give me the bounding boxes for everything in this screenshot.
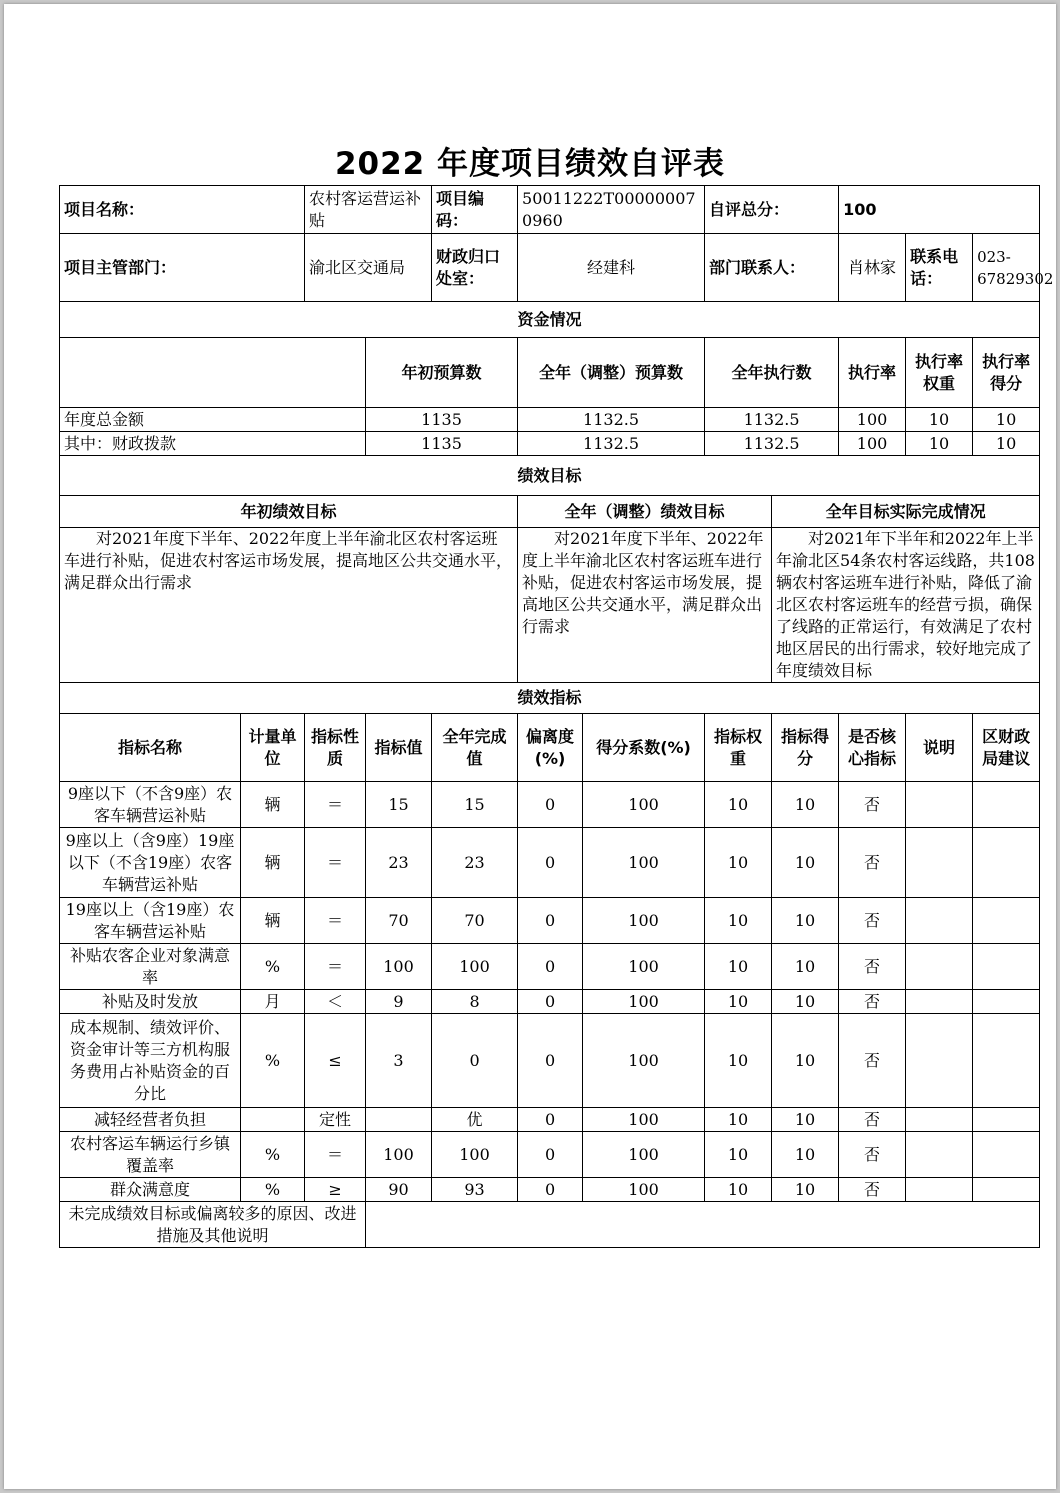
ind-header-weight: 指标权重 xyxy=(705,714,772,782)
indicator-actual-cell: 15 xyxy=(432,782,518,828)
indicator-dev-cell: 0 xyxy=(518,828,583,898)
indicator-actual-cell: 优 xyxy=(432,1108,518,1132)
indicator-unit-cell: % xyxy=(241,1178,305,1202)
indicator-core-cell: 否 xyxy=(839,828,906,898)
indicator-score-cell: 10 xyxy=(772,1108,839,1132)
indicator-nature-cell: ＝ xyxy=(305,1132,366,1178)
indicator-note-cell xyxy=(906,944,973,990)
funds-cell: 10 xyxy=(973,432,1040,456)
finance-label: 财政归口处室： xyxy=(432,234,518,302)
ind-header-score: 指标得分 xyxy=(772,714,839,782)
indicator-unit-cell: 辆 xyxy=(241,898,305,944)
indicator-advice-cell xyxy=(973,1108,1040,1132)
funds-header-score: 执行率得分 xyxy=(973,338,1040,408)
footer-value xyxy=(366,1202,1040,1248)
indicator-actual-cell: 93 xyxy=(432,1178,518,1202)
project-name-value: 农村客运营运补贴 xyxy=(305,186,432,234)
indicator-name-cell: 补贴农客企业对象满意率 xyxy=(60,944,241,990)
indicator-target-cell: 90 xyxy=(366,1178,432,1202)
indicators-section-title: 绩效指标 xyxy=(60,683,1040,714)
indicator-note-cell xyxy=(906,1132,973,1178)
funds-cell: 1132.5 xyxy=(518,408,705,432)
goals-text-initial: 对2021年度下半年、2022年度上半年渝北区农村客运班车进行补贴，促进农村客运市场发展，提高地区公共交通水平，满足群众出行需求 xyxy=(60,528,518,683)
funds-row-label: 其中：财政拨款 xyxy=(60,432,366,456)
indicator-core-cell: 否 xyxy=(839,944,906,990)
indicator-dev-cell: 0 xyxy=(518,1178,583,1202)
indicator-score-cell: 10 xyxy=(772,990,839,1014)
contact-label: 部门联系人： xyxy=(705,234,839,302)
indicator-note-cell xyxy=(906,828,973,898)
indicator-advice-cell xyxy=(973,1178,1040,1202)
indicator-dev-cell: 0 xyxy=(518,1108,583,1132)
indicator-actual-cell: 0 xyxy=(432,1014,518,1108)
goals-section-row xyxy=(60,456,1040,496)
indicator-nature-cell: ＝ xyxy=(305,944,366,990)
indicator-coef-cell: 100 xyxy=(583,1178,705,1202)
goals-text-adjusted: 对2021年度下半年、2022年度上半年渝北区农村客运班车进行补贴，促进农村客运市场发展，提高地区公共交通水平，满足群众出行需求 xyxy=(518,528,772,683)
indicator-score-cell: 10 xyxy=(772,782,839,828)
indicator-row xyxy=(60,1108,1040,1132)
indicator-dev-cell: 0 xyxy=(518,1132,583,1178)
indicator-target-cell: 23 xyxy=(366,828,432,898)
indicator-nature-cell: ＝ xyxy=(305,828,366,898)
indicator-core-cell: 否 xyxy=(839,1014,906,1108)
funds-header-row xyxy=(60,338,1040,408)
indicator-nature-cell: ＜ xyxy=(305,990,366,1014)
dept-value: 渝北区交通局 xyxy=(305,234,432,302)
indicator-score-cell: 10 xyxy=(772,1178,839,1202)
indicator-weight-cell: 10 xyxy=(705,1014,772,1108)
indicator-score-cell: 10 xyxy=(772,944,839,990)
ind-header-core: 是否核心指标 xyxy=(839,714,906,782)
indicator-name-cell: 19座以上（含19座）农客车辆营运补贴 xyxy=(60,898,241,944)
indicator-coef-cell: 100 xyxy=(583,1108,705,1132)
indicator-target-cell: 9 xyxy=(366,990,432,1014)
funds-cell: 100 xyxy=(839,408,906,432)
indicator-note-cell xyxy=(906,1178,973,1202)
indicator-advice-cell xyxy=(973,828,1040,898)
score-label: 自评总分： xyxy=(705,186,839,234)
indicator-nature-cell: 定性 xyxy=(305,1108,366,1132)
indicator-actual-cell: 70 xyxy=(432,898,518,944)
indicator-nature-cell: ＝ xyxy=(305,898,366,944)
indicator-score-cell: 10 xyxy=(772,828,839,898)
indicator-coef-cell: 100 xyxy=(583,1132,705,1178)
indicator-row xyxy=(60,1014,1040,1108)
indicator-weight-cell: 10 xyxy=(705,828,772,898)
funds-row-fiscal xyxy=(60,432,1040,456)
indicator-nature-cell: ≥ xyxy=(305,1178,366,1202)
indicator-nature-cell: ≤ xyxy=(305,1014,366,1108)
indicator-actual-cell: 100 xyxy=(432,1132,518,1178)
indicator-actual-cell: 100 xyxy=(432,944,518,990)
funds-cell: 10 xyxy=(973,408,1040,432)
header-row-dept xyxy=(60,234,1040,302)
indicator-target-cell xyxy=(366,1108,432,1132)
finance-value: 经建科 xyxy=(518,234,705,302)
ind-header-nature: 指标性质 xyxy=(305,714,366,782)
indicator-core-cell: 否 xyxy=(839,1132,906,1178)
indicator-core-cell: 否 xyxy=(839,1108,906,1132)
indicator-advice-cell xyxy=(973,944,1040,990)
funds-cell: 1132.5 xyxy=(518,432,705,456)
indicator-advice-cell xyxy=(973,782,1040,828)
ind-header-advice: 区财政局建议 xyxy=(973,714,1040,782)
indicators-section-row xyxy=(60,683,1040,714)
indicator-actual-cell: 8 xyxy=(432,990,518,1014)
indicator-core-cell: 否 xyxy=(839,898,906,944)
indicators-body xyxy=(60,782,1040,1202)
indicator-score-cell: 10 xyxy=(772,1132,839,1178)
indicator-row xyxy=(60,1132,1040,1178)
funds-header-weight: 执行率权重 xyxy=(906,338,973,408)
contact-value: 肖林家 xyxy=(839,234,906,302)
indicator-target-cell: 15 xyxy=(366,782,432,828)
funds-cell: 1132.5 xyxy=(705,408,839,432)
indicator-name-cell: 9座以上（含9座）19座以下（不含19座）农客车辆营运补贴 xyxy=(60,828,241,898)
indicator-core-cell: 否 xyxy=(839,1178,906,1202)
phone-value: 023-67829302 xyxy=(973,234,1040,302)
indicator-weight-cell: 10 xyxy=(705,1132,772,1178)
evaluation-form xyxy=(59,185,1054,1248)
goals-header-adjusted: 全年（调整）绩效目标 xyxy=(518,496,772,528)
ind-header-target: 指标值 xyxy=(366,714,432,782)
ind-header-note: 说明 xyxy=(906,714,973,782)
goals-section-title: 绩效目标 xyxy=(60,456,1040,496)
funds-header-blank xyxy=(60,338,366,408)
indicator-target-cell: 100 xyxy=(366,1132,432,1178)
indicator-name-cell: 9座以下（不含9座）农客车辆营运补贴 xyxy=(60,782,241,828)
indicator-row xyxy=(60,1178,1040,1202)
indicator-coef-cell: 100 xyxy=(583,1014,705,1108)
indicator-row xyxy=(60,898,1040,944)
indicator-weight-cell: 10 xyxy=(705,1178,772,1202)
indicator-score-cell: 10 xyxy=(772,1014,839,1108)
indicator-actual-cell: 23 xyxy=(432,828,518,898)
goals-text-row xyxy=(60,528,1040,683)
funds-header-budget: 年初预算数 xyxy=(366,338,518,408)
indicator-dev-cell: 0 xyxy=(518,782,583,828)
funds-cell: 1132.5 xyxy=(705,432,839,456)
funds-cell: 10 xyxy=(906,432,973,456)
indicator-coef-cell: 100 xyxy=(583,990,705,1014)
ind-header-unit: 计量单位 xyxy=(241,714,305,782)
indicator-unit-cell: 月 xyxy=(241,990,305,1014)
indicator-weight-cell: 10 xyxy=(705,898,772,944)
ind-header-coefficient: 得分系数(%) xyxy=(583,714,705,782)
indicator-row xyxy=(60,828,1040,898)
funds-section-row xyxy=(60,302,1040,338)
goals-header-initial: 年初绩效目标 xyxy=(60,496,518,528)
goals-header-row xyxy=(60,496,1040,528)
project-code-label: 项目编码： xyxy=(432,186,518,234)
indicator-nature-cell: ＝ xyxy=(305,782,366,828)
indicator-unit-cell: 辆 xyxy=(241,782,305,828)
footer-label: 未完成绩效目标或偏离较多的原因、改进措施及其他说明 xyxy=(60,1202,366,1248)
ind-header-name: 指标名称 xyxy=(60,714,241,782)
indicators-header-row xyxy=(60,714,1040,782)
dept-label: 项目主管部门： xyxy=(60,234,305,302)
page-title: 2022 年度项目绩效自评表 xyxy=(334,146,726,182)
funds-cell: 1135 xyxy=(366,432,518,456)
indicator-coef-cell: 100 xyxy=(583,828,705,898)
funds-row-label: 年度总金额 xyxy=(60,408,366,432)
indicator-row xyxy=(60,944,1040,990)
funds-section-title: 资金情况 xyxy=(60,302,1040,338)
funds-header-rate: 执行率 xyxy=(839,338,906,408)
phone-label: 联系电话： xyxy=(906,234,973,302)
indicator-note-cell xyxy=(906,898,973,944)
indicator-core-cell: 否 xyxy=(839,782,906,828)
indicator-name-cell: 成本规制、绩效评价、资金审计等三方机构服务费用占补贴资金的百分比 xyxy=(60,1014,241,1108)
ind-header-deviation: 偏离度(%) xyxy=(518,714,583,782)
funds-cell: 100 xyxy=(839,432,906,456)
indicator-dev-cell: 0 xyxy=(518,990,583,1014)
indicator-coef-cell: 100 xyxy=(583,944,705,990)
indicator-name-cell: 补贴及时发放 xyxy=(60,990,241,1014)
funds-header-adjusted: 全年（调整）预算数 xyxy=(518,338,705,408)
indicator-name-cell: 减轻经营者负担 xyxy=(60,1108,241,1132)
indicator-advice-cell xyxy=(973,898,1040,944)
footer-row xyxy=(60,1202,1040,1248)
indicator-note-cell xyxy=(906,1014,973,1108)
indicator-name-cell: 农村客运车辆运行乡镇覆盖率 xyxy=(60,1132,241,1178)
funds-header-executed: 全年执行数 xyxy=(705,338,839,408)
indicator-unit-cell: 辆 xyxy=(241,828,305,898)
indicator-dev-cell: 0 xyxy=(518,944,583,990)
indicator-unit-cell: % xyxy=(241,1014,305,1108)
indicator-note-cell xyxy=(906,782,973,828)
indicator-core-cell: 否 xyxy=(839,990,906,1014)
goals-header-actual: 全年目标实际完成情况 xyxy=(772,496,1040,528)
funds-cell: 1135 xyxy=(366,408,518,432)
project-code-value: 50011222T000000070960 xyxy=(518,186,705,234)
score-value: 100 xyxy=(839,186,1040,234)
goals-text-actual: 对2021年下半年和2022年上半年渝北区54条农村客运线路，共108辆农村客运班车进行补贴，降低了渝北区农村客运班车的经营亏损，确保了线路的正常运行，有效满足了农村地区居民的出行需求，较好地完成了年度绩效目标 xyxy=(772,528,1040,683)
indicator-unit-cell: % xyxy=(241,1132,305,1178)
indicator-target-cell: 100 xyxy=(366,944,432,990)
indicator-weight-cell: 10 xyxy=(705,782,772,828)
indicator-name-cell: 群众满意度 xyxy=(60,1178,241,1202)
project-name-label: 项目名称： xyxy=(60,186,305,234)
indicator-advice-cell xyxy=(973,1132,1040,1178)
indicator-advice-cell xyxy=(973,990,1040,1014)
indicator-unit-cell: % xyxy=(241,944,305,990)
indicator-target-cell: 3 xyxy=(366,1014,432,1108)
indicator-score-cell: 10 xyxy=(772,898,839,944)
indicator-coef-cell: 100 xyxy=(583,782,705,828)
indicator-weight-cell: 10 xyxy=(705,944,772,990)
funds-cell: 10 xyxy=(906,408,973,432)
indicator-row xyxy=(60,990,1040,1014)
indicator-note-cell xyxy=(906,990,973,1014)
indicator-weight-cell: 10 xyxy=(705,1108,772,1132)
indicator-note-cell xyxy=(906,1108,973,1132)
header-row-project xyxy=(60,186,1040,234)
indicator-row xyxy=(60,782,1040,828)
funds-row-total xyxy=(60,408,1040,432)
indicator-dev-cell: 0 xyxy=(518,898,583,944)
indicator-advice-cell xyxy=(973,1014,1040,1108)
indicator-weight-cell: 10 xyxy=(705,990,772,1014)
indicator-dev-cell: 0 xyxy=(518,1014,583,1108)
indicator-unit-cell xyxy=(241,1108,305,1132)
indicator-coef-cell: 100 xyxy=(583,898,705,944)
ind-header-actual: 全年完成值 xyxy=(432,714,518,782)
indicator-target-cell: 70 xyxy=(366,898,432,944)
